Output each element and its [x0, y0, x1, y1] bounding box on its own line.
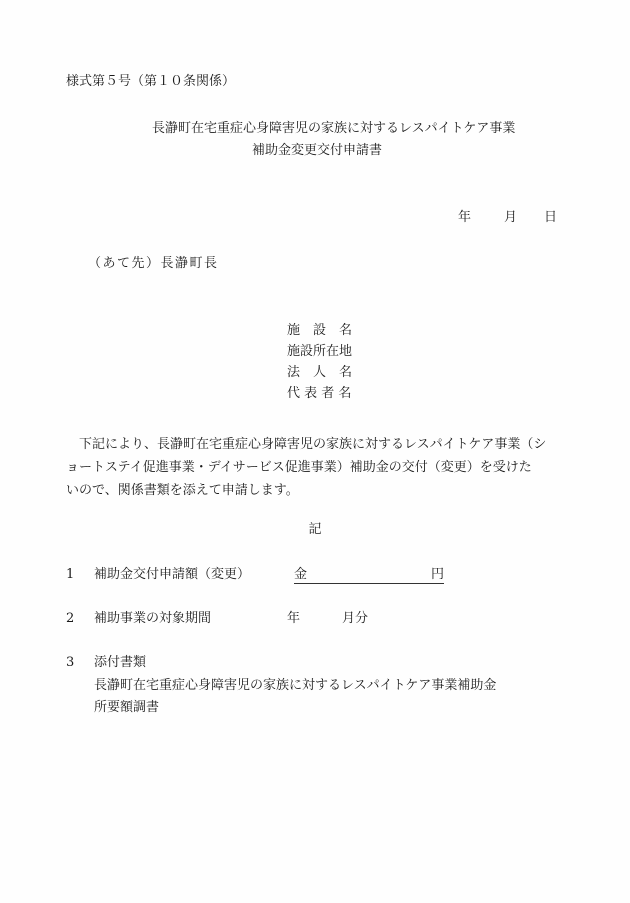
body-paragraph — [66, 433, 566, 502]
document-title-line1: 長瀞町在宅重症心身障害児の家族に対するレスパイトケア事業 — [152, 121, 516, 136]
attachment-line-1: 長瀞町在宅重症心身障害児の家族に対するレスパイトケア事業補助金 — [94, 678, 497, 693]
period-year-label: 年 — [287, 611, 301, 626]
item-subsidy-amount — [66, 567, 444, 583]
corporation-name-label: 法 人 名 — [287, 365, 353, 380]
item-number: 1 — [66, 567, 75, 582]
item-label: 補助事業の対象期間 — [94, 611, 212, 626]
item-label: 添付書類 — [94, 655, 147, 670]
amount-prefix: 金 — [294, 567, 308, 582]
item-number: 2 — [66, 611, 75, 626]
ki-heading: 記 — [308, 522, 322, 537]
facility-name-label: 施 設 名 — [287, 323, 353, 338]
item-number: 3 — [66, 655, 75, 670]
body-line-3: いので、関係書類を添えて申請します。 — [66, 483, 299, 498]
date-field — [458, 210, 557, 226]
amount-suffix: 円 — [430, 567, 444, 582]
attachment-line-2: 所要額調書 — [94, 700, 160, 715]
applicant-fields — [287, 320, 352, 404]
item-attachments — [66, 655, 146, 671]
date-month-label: 月 — [504, 210, 518, 225]
addressee: （あて先）長瀞町長 — [88, 256, 219, 271]
date-year-label: 年 — [458, 210, 472, 225]
item-target-period — [66, 611, 368, 627]
form-number: 様式第５号（第１０条関係） — [66, 74, 236, 89]
amount-field[interactable] — [294, 567, 444, 584]
item-label: 補助金交付申請額（変更） — [94, 567, 251, 582]
body-line-1: 下記により、長瀞町在宅重症心身障害児の家族に対するレスパイトケア事業（シ — [66, 437, 547, 452]
period-month-label: 月分 — [342, 611, 369, 626]
body-line-2: ョートステイ促進事業・デイサービス促進事業）補助金の交付（変更）を受けた — [66, 460, 532, 475]
document-title-line2: 補助金変更交付申請書 — [251, 143, 382, 158]
representative-name-label: 代 表 者 名 — [287, 386, 352, 401]
date-day-label: 日 — [544, 210, 558, 225]
facility-address-label: 施設所在地 — [287, 344, 353, 359]
